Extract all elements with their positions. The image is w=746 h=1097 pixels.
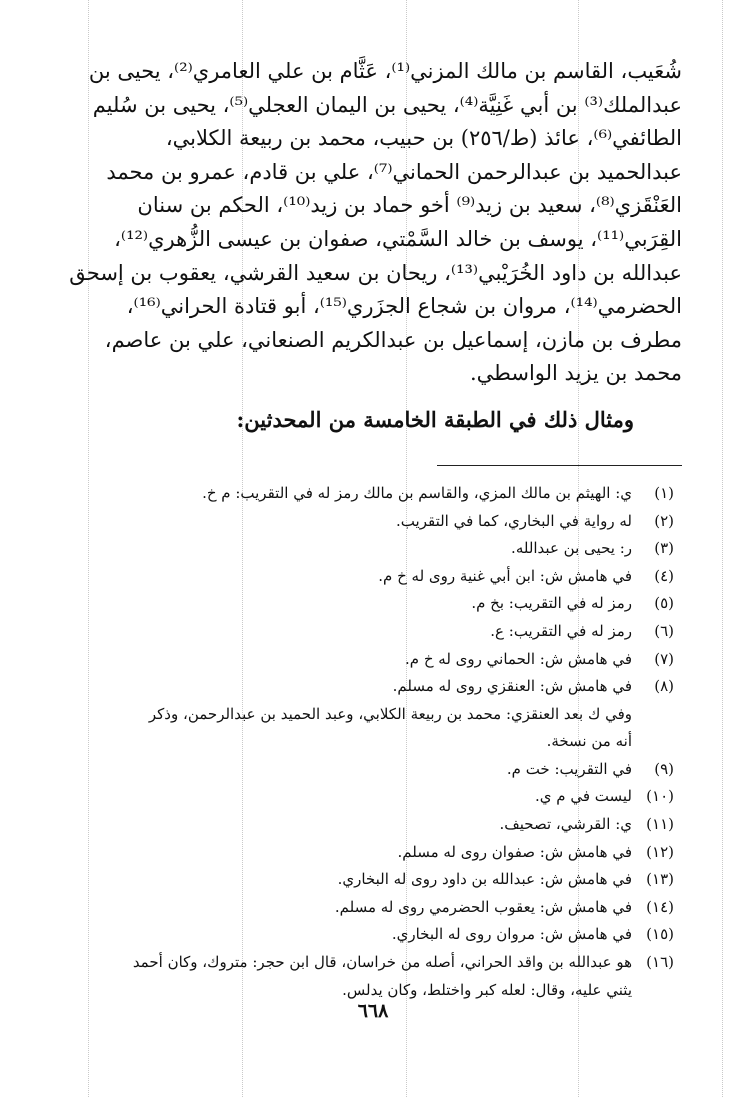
footnote [62,866,682,894]
footnote [62,646,682,674]
footnote [62,756,682,784]
text-line: مطرف بن مازن، إسماعيل بن عبدالكريم الصنعاني، علي بن عاصم، [104,327,682,352]
footnote-text: في هامش ش: صفوان روى له مسلم. [397,842,632,861]
footnote-number: (٨) [654,677,674,696]
footnote [62,811,682,839]
footnote-number: (٣) [654,539,674,558]
footnote-text: في التقريب: خت م. [506,759,632,778]
text-line: محمد بن يزيد الواسطي. [469,361,682,386]
footnote-number: (١٣) [646,870,674,889]
footnote-number: (٥) [654,594,674,613]
text-line: الطائفي⁽⁶⁾، عائذ (ط/٢٥٦) بن حبيب، محمد بن ربيعة الكلابي، [165,126,682,151]
text-line: العَنْقَزي⁽⁸⁾، سعيد بن زيد⁽⁹⁾ أخو حماد بن زيد⁽¹⁰⁾، الحكم بن سنان [137,193,682,218]
footnote-number: (١٠) [646,787,674,806]
footnote [62,618,682,646]
footnote [62,839,682,867]
footnote-number: (١٤) [646,897,674,916]
main-text [62,55,682,391]
footnote [62,894,682,922]
text-line: عبدالحميد بن عبدالرحمن الحماني⁽⁷⁾، علي بن قادم، عمرو بن محمد [106,159,682,184]
footnote-number: (١٥) [646,925,674,944]
footnote-text: ر: يحيى بن عبدالله. [511,539,632,558]
text-line: عبدالله بن داود الخُرَيْبي⁽¹³⁾، ريحان بن سعيد القرشي، يعقوب بن إسحق [69,260,682,285]
footnote-number: (١١) [646,815,674,834]
footnote [62,480,682,508]
footnote-continuation: وفي ك بعد العنقزي: محمد بن ربيعة الكلابي، وعبد الحميد بن عبدالرحمن، وذكر [148,704,632,723]
footnote-number: (١٦) [646,953,674,972]
footnote-continuation: أنه من نسخة. [546,732,632,751]
text-line: الحضرمي⁽¹⁴⁾، مروان بن شجاع الجزَري⁽¹⁵⁾، أبو قتادة الحراني⁽¹⁶⁾، [126,294,682,319]
footnote-text: في هامش ش: مروان روى له البخاري. [391,925,632,944]
footnote-continuation: يثني عليه، وقال: لعله كبر واختلط، وكان يدلس. [342,980,632,999]
text-line: شُعَيب، القاسم بن مالك المزني⁽¹⁾، عَثَّام بن علي العامري⁽²⁾، يحيى بن [88,59,682,83]
footnote-number: (١٢) [646,842,674,861]
footnote-text: هو عبدالله بن واقد الحراني، أصله من خراسان، قال ابن حجر: متروك، وكان أحمد [132,953,632,972]
footnote [62,563,682,591]
footnote-text: ي: الهيثم بن مالك المزي، والقاسم بن مالك رمز له في التقريب: م خ. [202,483,632,502]
footnote-number: (٢) [654,511,674,530]
footnote-text: ي: القرشي، تصحيف. [499,815,632,834]
footnote-text: له رواية في البخاري، كما في التقريب. [396,511,632,530]
footnotes [62,480,682,1004]
text-line: القِرَبي⁽¹¹⁾، يوسف بن خالد السَّمْتي، صفوان بن عيسى الزُّهري⁽¹²⁾، [114,226,682,251]
text-line: عبدالملك⁽³⁾ بن أبي غَنِيَّة⁽⁴⁾، يحيى بن اليمان العجلي⁽⁵⁾، يحيى بن سُليم [92,92,682,117]
footnote [62,673,682,701]
footnote-number: (٦) [654,621,674,640]
footnote-text: في هامش ش: عبدالله بن داود روى له البخاري. [337,870,632,889]
footnote-text: في هامش ش: يعقوب الحضرمي روى له مسلم. [334,897,632,916]
footnote-number: (٤) [654,566,674,585]
footnote-text: في هامش ش: ابن أبي غنية روى له خ م. [378,566,632,585]
footnote [62,590,682,618]
footnote-number: (٩) [654,759,674,778]
footnote-text: رمز له في التقريب: بخ م. [471,594,632,613]
page-number: ٦٦٨ [357,1000,389,1022]
footnote [62,783,682,811]
footnote-divider [437,465,682,466]
section-heading: ومثال ذلك في الطبقة الخامسة من المحدثين: [236,406,634,432]
footnote-text: في هامش ش: العنقزي روى له مسلم. [392,677,632,696]
document-page [62,55,682,1004]
footnote [62,921,682,949]
footnote-text: في هامش ش: الحماني روى له خ م. [405,649,632,668]
footnote [62,949,682,977]
scan-line [722,0,723,1097]
footnote-number: (١) [654,483,674,502]
footnote-number: (٧) [654,649,674,668]
footnote [62,535,682,563]
footnote-text: ليست في م ي. [535,787,632,806]
footnote [62,508,682,536]
footnote-text: رمز له في التقريب: ع. [490,621,632,640]
